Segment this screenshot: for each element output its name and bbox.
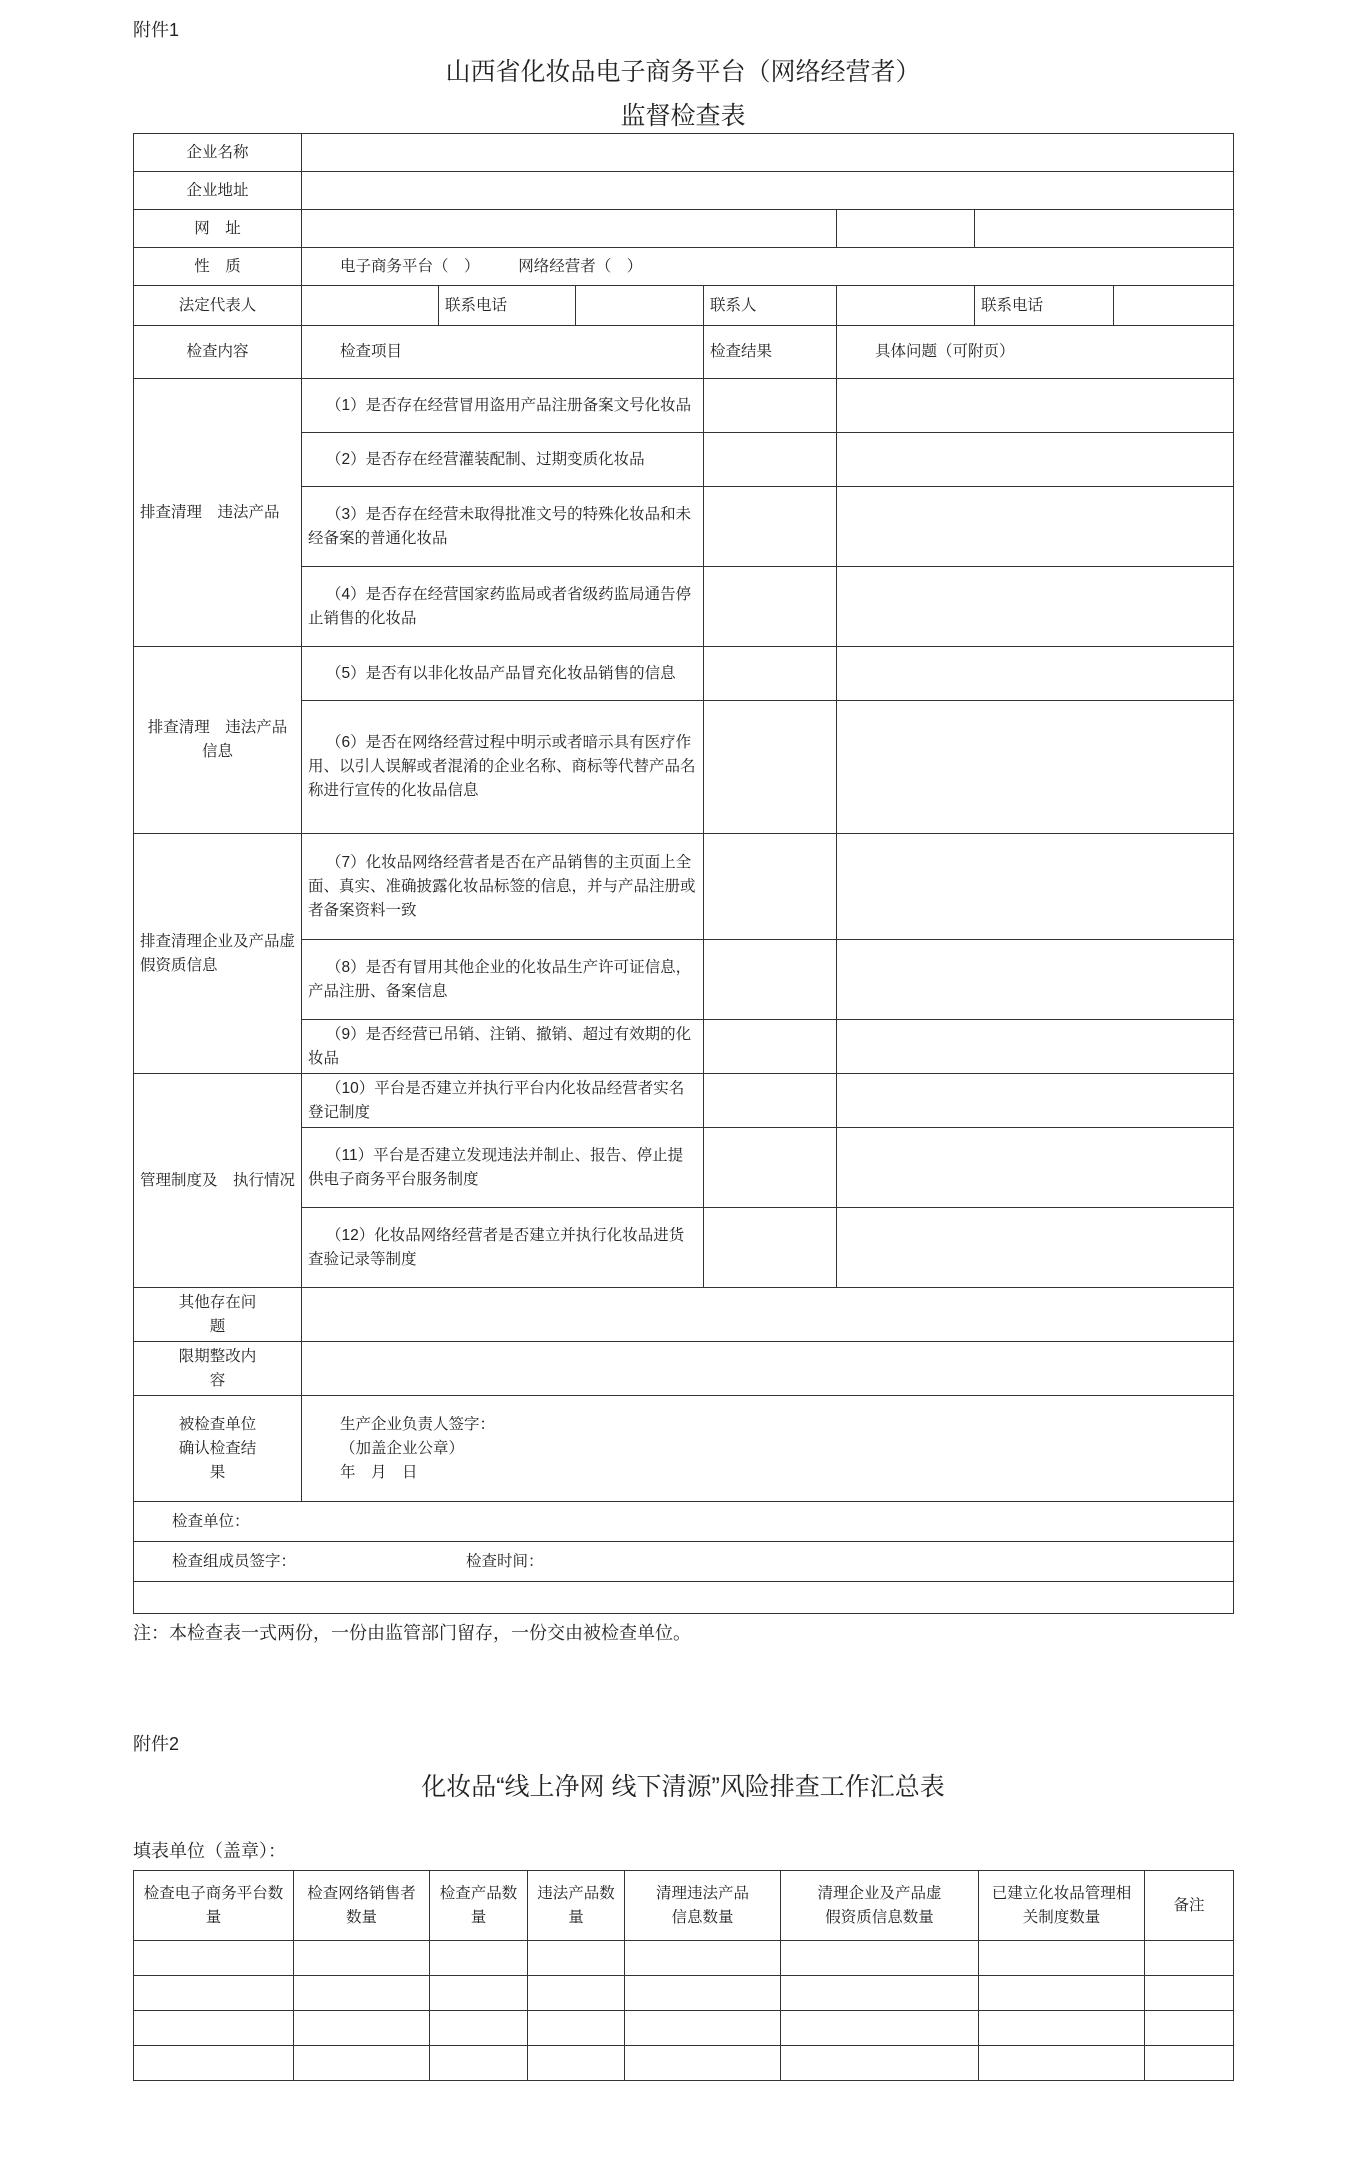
check-item-4: （4）是否存在经营国家药监局或者省级药监局通告停止销售的化妆品 (302, 567, 704, 647)
summary-cell[interactable] (625, 1976, 781, 2011)
issue-cell-10[interactable] (837, 1074, 1234, 1128)
col-platforms: 检查电子商务平台数量 (134, 1871, 294, 1941)
summary-cell[interactable] (979, 1976, 1145, 2011)
result-cell-5[interactable] (704, 647, 837, 701)
summary-cell[interactable] (979, 2011, 1145, 2046)
header-issue: 具体问题（可附页） (837, 326, 1234, 379)
rectify-field[interactable] (302, 1342, 1234, 1396)
table-row (134, 647, 1234, 701)
issue-cell-3[interactable] (837, 487, 1234, 567)
result-cell-11[interactable] (704, 1128, 837, 1208)
summary-cell[interactable] (528, 1976, 625, 2011)
row-inspect-unit (134, 1502, 1234, 1542)
check-item-10: （10）平台是否建立并执行平台内化妆品经营者实名登记制度 (302, 1074, 704, 1128)
issue-cell-4[interactable] (837, 567, 1234, 647)
result-cell-3[interactable] (704, 487, 837, 567)
table-row (134, 834, 1234, 940)
blank-cell[interactable] (134, 1582, 1234, 1614)
summary-cell[interactable] (294, 2011, 430, 2046)
inspection-form-table (133, 133, 1234, 1614)
summary-cell[interactable] (430, 1941, 528, 1976)
rectify-label: 限期整改内容 (134, 1342, 302, 1396)
summary-row (134, 1976, 1234, 2011)
row-contacts (134, 286, 1234, 326)
contact-phone-label: 联系电话 (439, 286, 576, 326)
summary-cell[interactable] (979, 2046, 1145, 2081)
summary-cell[interactable] (781, 2046, 979, 2081)
inspector-field[interactable] (134, 1542, 1234, 1582)
header-result: 检查结果 (704, 326, 837, 379)
col-cleared-info: 清理违法产品信息数量 (625, 1871, 781, 1941)
col-sellers: 检查网络销售者数量 (294, 1871, 430, 1941)
check-item-9: （9）是否经营已吊销、注销、撤销、超过有效期的化妆品 (302, 1020, 704, 1074)
summary-cell[interactable] (625, 2011, 781, 2046)
issue-cell-1[interactable] (837, 379, 1234, 433)
row-inspector (134, 1542, 1234, 1582)
summary-cell[interactable] (430, 2046, 528, 2081)
summary-cell[interactable] (430, 1976, 528, 2011)
inspector-sign-label: 检查组成员签字： (172, 1552, 297, 1570)
annex1-label: 附件1 (133, 20, 180, 40)
confirm-sign-text: 生产企业负责人签字： (340, 1415, 496, 1433)
summary-cell[interactable] (625, 1941, 781, 1976)
col-illegal-products: 违法产品数量 (528, 1871, 625, 1941)
result-cell-1[interactable] (704, 379, 837, 433)
summary-table (133, 1870, 1234, 2081)
inspect-unit-field[interactable] (134, 1502, 1234, 1542)
summary-cell[interactable] (294, 1976, 430, 2011)
check-item-6: （6）是否在网络经营过程中明示或者暗示具有医疗作用、以引人误解或者混淆的企业名称、商标等代替产品名称进行宣传的化妆品信息 (302, 701, 704, 834)
summary-cell[interactable] (1145, 1976, 1234, 2011)
contact-phone2-label: 联系电话 (975, 286, 1114, 326)
annex1-note: 注：本检查表一式两份，一份由监管部门留存，一份交由被检查单位。 (133, 1623, 691, 1643)
row-website (134, 210, 1234, 248)
group-label-management: 管理制度及 执行情况 (134, 1074, 302, 1288)
group-label-illegal-info: 排查清理 违法产品 信息 (134, 647, 302, 834)
check-item-5: （5）是否有以非化妆品产品冒充化妆品销售的信息 (302, 647, 704, 701)
row-other-issues (134, 1288, 1234, 1342)
result-cell-10[interactable] (704, 1074, 837, 1128)
summary-cell[interactable] (1145, 2046, 1234, 2081)
annex2-title: 化妆品“线上净网 线下清源”风险排查工作汇总表 (421, 1773, 945, 1801)
result-cell-6[interactable] (704, 701, 837, 834)
summary-cell[interactable] (979, 1941, 1145, 1976)
summary-cell[interactable] (1145, 1941, 1234, 1976)
col-products: 检查产品数量 (430, 1871, 528, 1941)
annex1-subtitle: 监督检查表 (620, 102, 746, 130)
issue-cell-2[interactable] (837, 433, 1234, 487)
issue-cell-7[interactable] (837, 834, 1234, 940)
check-item-1: （1）是否存在经营冒用盗用产品注册备案文号化妆品 (302, 379, 704, 433)
summary-cell[interactable] (134, 1941, 294, 1976)
summary-row (134, 2011, 1234, 2046)
check-item-8: （8）是否有冒用其他企业的化妆品生产许可证信息，产品注册、备案信息 (302, 940, 704, 1020)
issue-cell-11[interactable] (837, 1128, 1234, 1208)
annex1-title: 山西省化妆品电子商务平台（网络经营者） (445, 58, 921, 86)
contact-person-field[interactable] (837, 286, 975, 326)
issue-cell-12[interactable] (837, 1208, 1234, 1288)
summary-header-row (134, 1871, 1234, 1941)
check-item-2: （2）是否存在经营灌装配制、过期变质化妆品 (302, 433, 704, 487)
contact-person-label: 联系人 (704, 286, 837, 326)
confirm-label: 被检查单位确认检查结果 (134, 1396, 302, 1502)
header-content: 检查内容 (134, 326, 302, 379)
header-item: 检查项目 (302, 326, 704, 379)
issue-cell-5[interactable] (837, 647, 1234, 701)
row-headers (134, 326, 1234, 379)
result-cell-4[interactable] (704, 567, 837, 647)
nature-label: 性 质 (134, 248, 302, 286)
summary-cell[interactable] (528, 2046, 625, 2081)
table-row (134, 379, 1234, 433)
summary-row (134, 1941, 1234, 1976)
annex2-label: 附件2 (133, 1734, 180, 1754)
issue-cell-8[interactable] (837, 940, 1234, 1020)
company-name-field[interactable] (302, 134, 1234, 172)
issue-cell-9[interactable] (837, 1020, 1234, 1074)
check-item-12: （12）化妆品网络经营者是否建立并执行化妆品进货查验记录等制度 (302, 1208, 704, 1288)
row-blank (134, 1582, 1234, 1614)
website-field-1[interactable] (302, 210, 837, 248)
confirm-signature-area[interactable] (302, 1396, 1234, 1502)
summary-cell[interactable] (528, 2011, 625, 2046)
website-field-3[interactable] (975, 210, 1234, 248)
result-cell-8[interactable] (704, 940, 837, 1020)
legal-rep-label: 法定代表人 (134, 286, 302, 326)
summary-cell[interactable] (134, 2046, 294, 2081)
nature-options[interactable]: 电子商务平台（ ） 网络经营者（ ） (302, 248, 1234, 286)
confirm-date-text: 年 月 日 (340, 1463, 418, 1481)
company-address-label: 企业地址 (134, 172, 302, 210)
other-issues-label: 其他存在问题 (134, 1288, 302, 1342)
contact-phone2-field[interactable] (1114, 286, 1234, 326)
group-label-illegal-products: 排查清理 违法产品 (134, 379, 302, 647)
summary-cell[interactable] (781, 2011, 979, 2046)
inspect-unit-label: 检查单位： (172, 1512, 250, 1530)
row-rectify (134, 1342, 1234, 1396)
row-company-name (134, 134, 1234, 172)
issue-cell-6[interactable] (837, 701, 1234, 834)
other-issues-field[interactable] (302, 1288, 1234, 1342)
row-confirm (134, 1396, 1234, 1502)
inspect-time-label: 检查时间： (466, 1552, 544, 1570)
row-nature (134, 248, 1234, 286)
result-cell-12[interactable] (704, 1208, 837, 1288)
fill-unit-label: 填表单位（盖章）： (133, 1841, 286, 1861)
check-item-11: （11）平台是否建立发现违法并制止、报告、停止提供电子商务平台服务制度 (302, 1128, 704, 1208)
result-cell-2[interactable] (704, 433, 837, 487)
summary-cell[interactable] (781, 1976, 979, 2011)
result-cell-9[interactable] (704, 1020, 837, 1074)
summary-cell[interactable] (1145, 2011, 1234, 2046)
row-company-address (134, 172, 1234, 210)
summary-cell[interactable] (528, 1941, 625, 1976)
website-field-2[interactable] (837, 210, 975, 248)
company-name-label: 企业名称 (134, 134, 302, 172)
summary-cell[interactable] (625, 2046, 781, 2081)
legal-rep-field[interactable] (302, 286, 439, 326)
col-systems: 已建立化妆品管理相关制度数量 (979, 1871, 1145, 1941)
col-remarks: 备注 (1145, 1871, 1234, 1941)
summary-cell[interactable] (781, 1941, 979, 1976)
summary-cell[interactable] (134, 2011, 294, 2046)
summary-cell[interactable] (134, 1976, 294, 2011)
result-cell-7[interactable] (704, 834, 837, 940)
check-item-3: （3）是否存在经营未取得批准文号的特殊化妆品和未经备案的普通化妆品 (302, 487, 704, 567)
check-item-7: （7）化妆品网络经营者是否在产品销售的主页面上全面、真实、准确披露化妆品标签的信息，并与产品注册或者备案资料一致 (302, 834, 704, 940)
summary-row (134, 2046, 1234, 2081)
group-label-false-qualification: 排查清理企业及产品虚假资质信息 (134, 834, 302, 1074)
summary-cell[interactable] (430, 2011, 528, 2046)
company-address-field[interactable] (302, 172, 1234, 210)
contact-phone-field[interactable] (576, 286, 704, 326)
website-label: 网 址 (134, 210, 302, 248)
confirm-seal-text: （加盖企业公章） (340, 1439, 465, 1457)
col-cleared-qualification: 清理企业及产品虚假资质信息数量 (781, 1871, 979, 1941)
table-row (134, 1074, 1234, 1128)
summary-cell[interactable] (294, 2046, 430, 2081)
summary-cell[interactable] (294, 1941, 430, 1976)
